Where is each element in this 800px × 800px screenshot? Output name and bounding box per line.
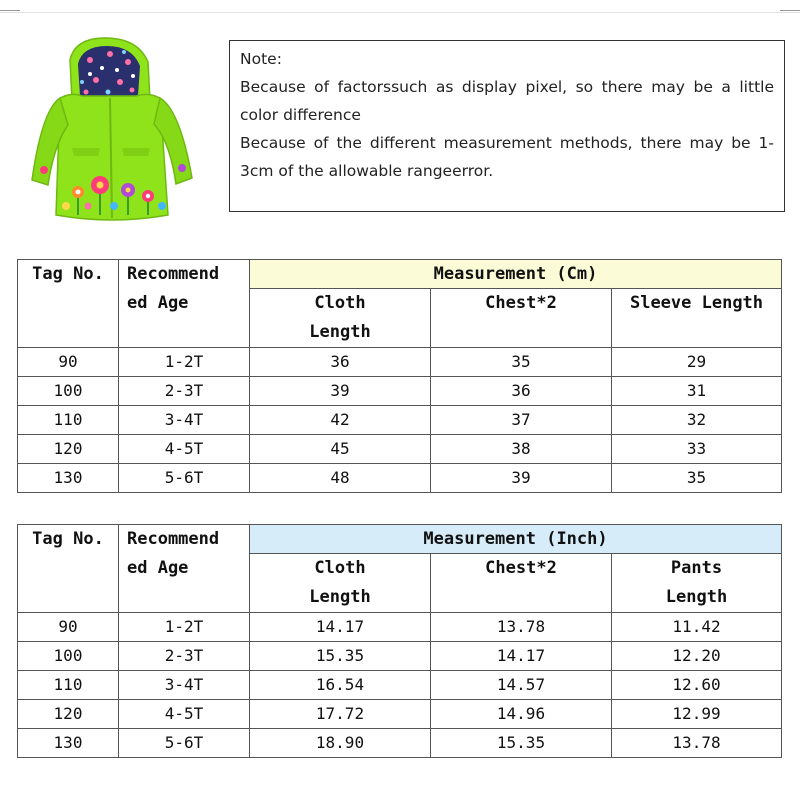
header-recommended-age (119, 525, 250, 613)
table-row: 130 5-6T 48 39 35 (18, 464, 782, 493)
note-line-color: Because of factorssuch as display pixel, so there may be a little color difference (240, 78, 774, 124)
top-divider-left (0, 10, 20, 11)
header-pants-length: Pants Length (612, 554, 782, 613)
table-row: 110 3-4T 16.54 14.57 12.60 (18, 671, 782, 700)
top-divider-right (780, 10, 800, 11)
header-age-line2: ed Age (127, 558, 189, 578)
header-age-line1: Recommend (127, 264, 220, 284)
note-line-error: Because of the different measurement methods, there may be 1-3cm of the allowable rangeerror. (240, 134, 774, 180)
header-cloth-length: Cloth Length (250, 289, 431, 348)
header-recommended-age (119, 260, 250, 348)
header-age-line1: Recommend (127, 529, 220, 549)
measurement-inch-title: Measurement (Inch) (250, 525, 782, 554)
table-row: 90 1-2T 36 35 29 (18, 348, 782, 377)
header-tag-no: Tag No. (18, 260, 119, 348)
header-chest: Chest*2 (431, 554, 612, 613)
header-chest: Chest*2 (431, 289, 612, 348)
header-sleeve-length: Sleeve Length (612, 289, 782, 348)
table-row: 120 4-5T 17.72 14.96 12.99 (18, 700, 782, 729)
table-row: 120 4-5T 45 38 33 (18, 435, 782, 464)
note-title: Note: (240, 50, 282, 68)
table-row: 90 1-2T 14.17 13.78 11.42 (18, 613, 782, 642)
header-age-line2: ed Age (127, 293, 189, 313)
note-box (229, 40, 785, 212)
header-cloth-length: Cloth Length (250, 554, 431, 613)
table-row: 100 2-3T 39 36 31 (18, 377, 782, 406)
size-table-inch (17, 524, 782, 758)
top-divider (0, 12, 800, 13)
table-row: 130 5-6T 18.90 15.35 13.78 (18, 729, 782, 758)
table-row: 100 2-3T 15.35 14.17 12.20 (18, 642, 782, 671)
table-row: 110 3-4T 42 37 32 (18, 406, 782, 435)
measurement-cm-title: Measurement (Cm) (250, 260, 782, 289)
size-table-cm (17, 259, 782, 493)
raincoat-product-image (20, 30, 210, 230)
header-tag-no: Tag No. (18, 525, 119, 613)
